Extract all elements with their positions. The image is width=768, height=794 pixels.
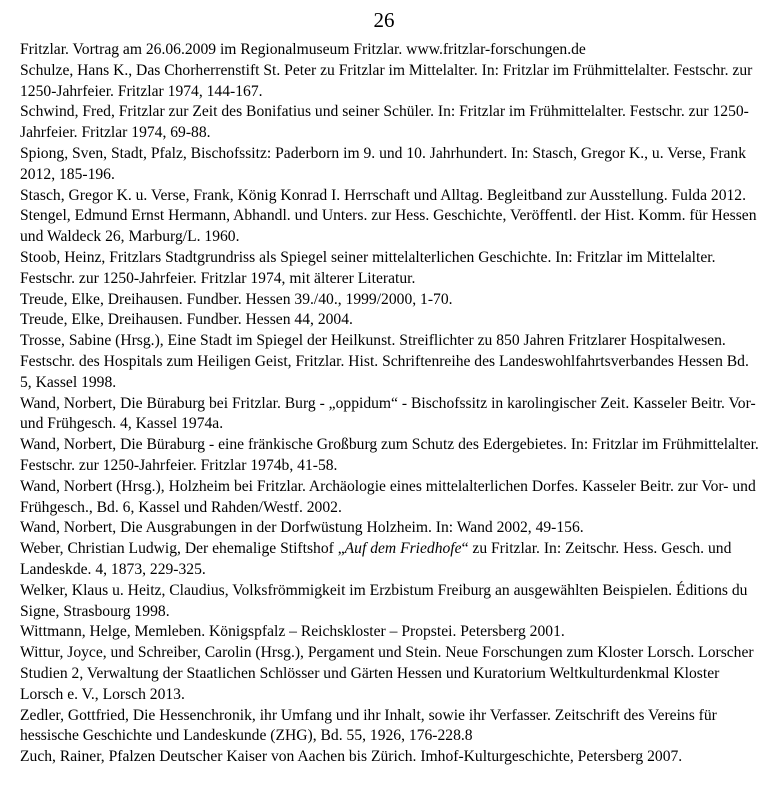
bibliography-list xyxy=(20,40,760,768)
page-number: 26 xyxy=(373,8,395,32)
entry-text: “ zu Fritzlar. In: Zeitschr. Hess. Gesch. und Landeskde. 4, 1873, 229-325. xyxy=(20,540,732,578)
bibliography-entry: Welker, Klaus u. Heitz, Claudius, Volksfrömmigkeit im Erzbistum Freiburg an ausgewählten Beispielen. Éditions du Signe, Strasbourg 1998. xyxy=(20,581,748,620)
italic-title: Auf dem Friedhofe xyxy=(344,540,462,558)
bibliography-entry: Wand, Norbert, Die Ausgrabungen in der Dorfwüstung Holzheim. In: Wand 2002, 49-156. xyxy=(20,519,584,537)
bibliography-entry: Zedler, Gottfried, Die Hessenchronik, ihr Umfang und ihr Inhalt, sowie ihr Verfasser. Zeitschrift des Vereins für hessische Geschichte und Landeskunde (ZHG), Bd. 55, 1926, 176-228.8 xyxy=(20,706,717,745)
bibliography-entry: Wand, Norbert (Hrsg.), Holzheim bei Fritzlar. Archäologie eines mittelalterlichen Dorfes. Kasseler Beitr. zur Vor- und Frühgesch., Bd. 6, Kassel und Rahden/Westf. 2002. xyxy=(20,477,756,516)
bibliography-entry: Wand, Norbert, Die Büraburg - eine fränkische Großburg zum Schutz des Edergebietes. In: Fritzlar im Frühmittelalter. Festschr. zur 1250-Jahrfeier. Fritzlar 1974b, 41-58. xyxy=(20,436,759,474)
bibliography-entry: Trosse, Sabine (Hrsg.), Eine Stadt im Spiegel der Heilkunst. Streiflichter zu 850 Jahren Fritzlarer Hospitalwesen. Festschr. des Hospitals zum Heiligen Geist, Fritzlar. Hist. Schriftenreihe des Landeswohlfahrtsverbandes Hessen Bd. 5, Kassel 1998. xyxy=(20,332,749,391)
bibliography-entry: Stoob, Heinz, Fritzlars Stadtgrundriss als Spiegel seiner mittelalterlichen Geschichte. In: Fritzlar im Mittelalter. Festschr. zur 1250-Jahrfeier. Fritzlar 1974, mit älterer Literatur. xyxy=(20,248,716,287)
bibliography-entry: Schwind, Fred, Fritzlar zur Zeit des Bonifatius und seiner Schüler. In: Fritzlar im Frühmittelalter. Festschr. zur 1250-Jahrfeier. Fritzlar 1974, 69-88. xyxy=(20,103,749,142)
bibliography-entry: Stengel, Edmund Ernst Hermann, Abhandl. und Unters. zur Hess. Geschichte, Veröffentl. der Hist. Komm. für Hessen und Waldeck 26, Marburg/L. 1960. xyxy=(20,207,757,246)
bibliography-entry: Schulze, Hans K., Das Chorherrenstift St. Peter zu Fritzlar im Mittelalter. In: Fritzlar im Frühmittelalter. Festschr. zur 1250-Jahrfeier. Fritzlar 1974, 144-167. xyxy=(20,61,753,100)
bibliography-entry: Stasch, Gregor K. u. Verse, Frank, König Konrad I. Herrschaft und Alltag. Begleitband zur Ausstellung. Fulda 2012. xyxy=(20,186,746,204)
bibliography-entry: Wittmann, Helge, Memleben. Königspfalz – Reichskloster – Propstei. Petersberg 2001. xyxy=(20,623,565,641)
bibliography-entry: Fritzlar. Vortrag am 26.06.2009 im Regionalmuseum Fritzlar. www.fritzlar-forschungen.de xyxy=(20,41,586,58)
bibliography-entry: Zuch, Rainer, Pfalzen Deutscher Kaiser von Aachen bis Zürich. Imhof-Kulturgeschichte, Petersberg 2007. xyxy=(20,748,683,766)
bibliography-entry: Treude, Elke, Dreihausen. Fundber. Hessen 44, 2004. xyxy=(20,311,353,329)
entry-text: Weber, Christian Ludwig, Der ehemalige Stiftshof „ xyxy=(20,540,345,558)
bibliography-entry: Spiong, Sven, Stadt, Pfalz, Bischofssitz: Paderborn im 9. und 10. Jahrhundert. In: Stasch, Gregor K., u. Verse, Frank 2012, 185-196. xyxy=(20,144,747,183)
bibliography-entry xyxy=(20,539,760,581)
bibliography-entry: Wand, Norbert, Die Büraburg bei Fritzlar. Burg - „oppidum“ - Bischofssitz in karolingischer Zeit. Kasseler Beitr. Vor- und Frühgesch. 4, Kassel 1974a. xyxy=(20,394,756,433)
bibliography-entry: Treude, Elke, Dreihausen. Fundber. Hessen 39./40., 1999/2000, 1-70. xyxy=(20,290,453,308)
bibliography-entry: Wittur, Joyce, und Schreiber, Carolin (Hrsg.), Pergament und Stein. Neue Forschungen zum Kloster Lorsch. Lorscher Studien 2, Verwaltung der Staatlichen Schlösser und Gärten Hessen und Kuratorium Weltkulturdenkmal Kloster Lorsch e. V., Lorsch 2013. xyxy=(20,644,754,703)
